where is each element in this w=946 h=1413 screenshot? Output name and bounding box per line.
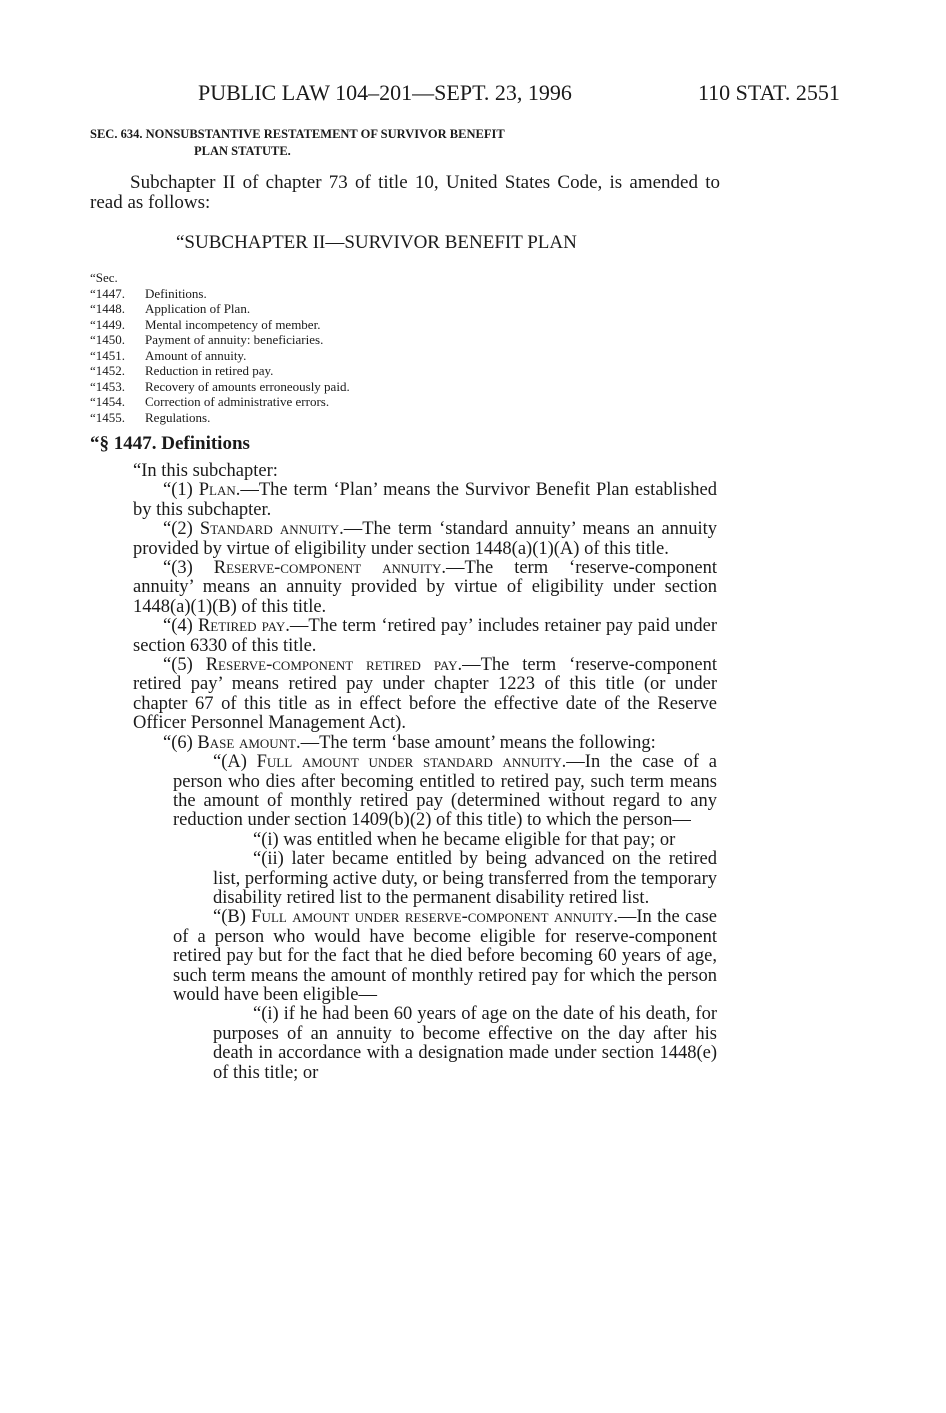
definition-base-amount: “(6) Base amount.—The term ‘base amount’ means the following: <box>163 732 656 753</box>
intro-text: Subchapter II of chapter 73 of title 10, United States Code, is amended to read as follows: <box>90 172 720 213</box>
toc-entry: “1453. Recovery of amounts erroneously paid. <box>90 378 350 394</box>
definition-retired-pay: “(4) Retired pay.—The term ‘retired pay’ includes retainer pay paid under section 6330 of this title. <box>133 616 717 656</box>
toc-label: “Sec. <box>90 270 118 285</box>
clause-a-i: “(i) was entitled when he became eligible for that pay; or <box>253 829 676 850</box>
toc-entry: “1455. Regulations. <box>90 409 211 425</box>
section-1447-heading: “§ 1447. Definitions <box>90 433 250 454</box>
intro-paragraph <box>90 173 720 213</box>
section-heading-line1: SEC. 634. NONSUBSTANTIVE RESTATEMENT OF SURVIVOR BENEFIT <box>90 127 505 141</box>
section-heading <box>90 126 730 160</box>
toc-entry: “1449. Mental incompetency of member. <box>90 316 321 332</box>
section-1447-body <box>133 462 717 1083</box>
subparagraph-b: “(B) Full amount under reserve-component annuity.—In the case of a person who would have become eligible for reserve-component retired pay but for the fact that he died before becoming 60 years of age, such term means the amount of monthly retired pay for which the person would have been eligible— <box>173 907 717 1005</box>
definition-reserve-component-annuity: “(3) Reserve-component annuity.—The term ‘reserve-component annuity’ means an annuity provided by virtue of eligibility under section 1448(a)(1)(B) of this title. <box>133 558 717 617</box>
toc-entry: “1448. Application of Plan. <box>90 301 251 316</box>
toc-entry: “1451. Amount of annuity. <box>90 347 247 363</box>
subparagraph-a: “(A) Full amount under standard annuity.—In the case of a person who dies after becoming entitled to retired pay, such term means the amount of monthly retired pay (determined without regard to any reduction under section 1409(b)(2) of this title) to which the person— <box>173 752 717 831</box>
clause-b-i: “(i) if he had been 60 years of age on the date of his death, for purposes of an annuity to become effective on the day after his death in accordance with a designation made under section 1448(e) of this title; or <box>213 1004 717 1083</box>
section-table-of-contents <box>90 270 350 425</box>
definition-plan: “(1) Plan.—The term ‘Plan’ means the Survivor Benefit Plan established by this subchapter. <box>133 480 717 520</box>
section-heading-line2: PLAN STATUTE. <box>194 144 291 158</box>
clause-a-ii: “(ii) later became entitled by being advanced on the retired list, performing active duty, or being transferred from the temporary disability retired list to the permanent disability retired list. <box>213 849 717 908</box>
running-header-stat: 110 STAT. 2551 <box>698 80 840 105</box>
toc-entry: “1454. Correction of administrative errors. <box>90 394 330 409</box>
toc-entry: “1450. Payment of annuity: beneficiaries. <box>90 332 324 347</box>
toc-entry: “1452. Reduction in retired pay. <box>90 363 274 378</box>
toc-entry: “1447. Definitions. <box>90 285 207 301</box>
running-header-law: PUBLIC LAW 104–201—SEPT. 23, 1996 <box>198 80 572 105</box>
subchapter-title: “SUBCHAPTER II—SURVIVOR BENEFIT PLAN <box>176 232 577 253</box>
definition-reserve-component-retired-pay: “(5) Reserve-component retired pay.—The term ‘reserve-component retired pay’ means retired pay under chapter 1223 of this title (or under chapter 67 of this title as in effect before the effective date of the Reserve Officer Personnel Management Act). <box>133 655 717 734</box>
lead-line: “In this subchapter: <box>133 461 278 481</box>
definition-standard-annuity: “(2) Standard annuity.—The term ‘standard annuity’ means an annuity provided by virtue of eligibility under section 1448(a)(1)(A) of this title. <box>133 519 717 559</box>
